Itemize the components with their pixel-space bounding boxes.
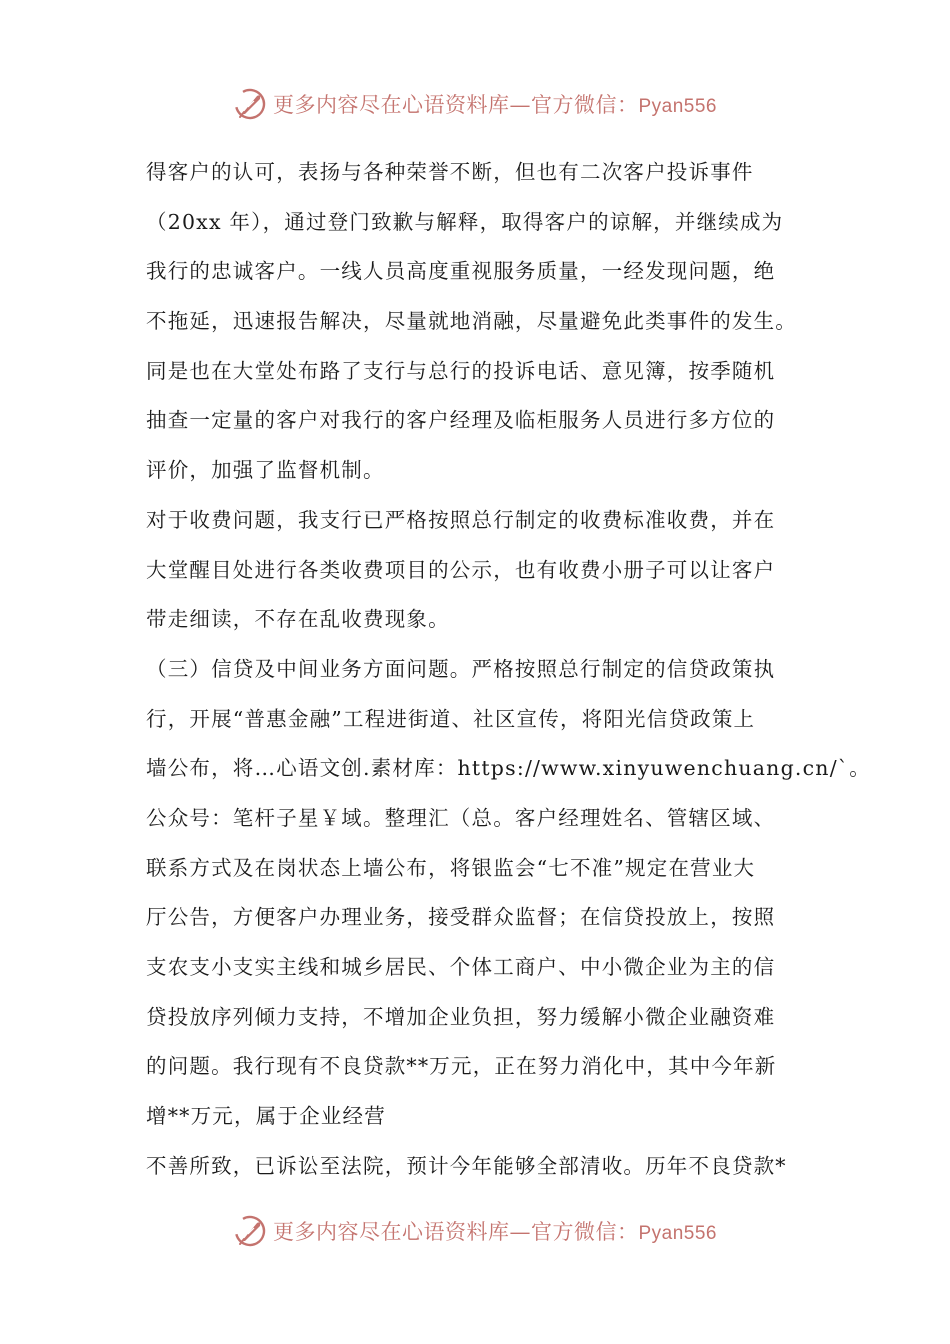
text-line: 对于收费问题，我支行已严格按照总行制定的收费标准收费，并在 <box>146 507 776 532</box>
text-line: 同是也在大堂处布路了支行与总行的投诉电话、意见簿，按季随机 <box>146 358 776 383</box>
pen-feather-logo-icon <box>233 1214 267 1248</box>
text-line: 行，开展“普惠金融”工程进街道、社区宣传，将阳光信贷政策上 <box>146 706 756 731</box>
text-line: 联系方式及在岗状态上墙公布，将银监会“七不准”规定在营业大 <box>146 855 756 880</box>
text-line: 公众号：笔杆子星￥域。整理汇（总。客户经理姓名、管辖区域、 <box>146 805 776 830</box>
header-banner <box>0 84 950 124</box>
text-line: （三）信贷及中间业务方面问题。严格按照总行制定的信贷政策执 <box>146 656 776 681</box>
footer-wechat-id: Pyan556 <box>638 1223 717 1244</box>
text-line: 的问题。我行现有不良贷款**万元，正在努力消化中，其中今年新 <box>146 1054 777 1079</box>
text-line-with-url: 墙公布，将…心语文创.素材库：https://www.xinyuwenchuang.cn/`。 <box>146 756 871 781</box>
footer-banner-text: 更多内容尽在心语资料库—官方微信：Pyan556 <box>272 1220 717 1244</box>
text-line: 增**万元，属于企业经营 <box>146 1104 386 1129</box>
text-line: 抽查一定量的客户对我行的客户经理及临柜服务人员进行多方位的 <box>146 408 776 433</box>
text-line: 支农支小支实主线和城乡居民、个体工商户、中小微企业为主的信 <box>146 955 776 979</box>
text-line: 厅公告，方便客户办理业务，接受群众监督；在信贷投放上，按照 <box>146 905 776 930</box>
footer-banner <box>0 1211 950 1251</box>
document-body <box>146 148 871 1191</box>
text-line: 得客户的认可，表扬与各种荣誉不断，但也有二次客户投诉事件 <box>146 160 754 184</box>
paragraph-3 <box>146 645 871 1142</box>
paragraph-1 <box>146 148 826 496</box>
text-line: 不善所致，已诉讼至法院，预计今年能够全部清收。历年不良贷款* <box>146 1153 787 1178</box>
paragraph-2 <box>146 496 826 645</box>
text-line: 不拖延，迅速报告解决，尽量就地消融，尽量避免此类事件的发生。 <box>146 309 797 334</box>
header-banner-text: 更多内容尽在心语资料库—官方微信：Pyan556 <box>272 93 717 117</box>
text-line: 我行的忠诚客户。一线人员高度重视服务质量，一经发现问题，绝 <box>146 259 776 284</box>
pen-feather-logo-icon <box>233 87 267 121</box>
text-line: 带走细读，不存在乱收费现象。 <box>146 607 450 632</box>
text-line: 大堂醒目处进行各类收费项目的公示，也有收费小册子可以让客户 <box>146 557 776 582</box>
text-line: 贷投放序列倾力支持，不增加企业负担，努力缓解小微企业融资难 <box>146 1004 776 1029</box>
paragraph-4 <box>146 1142 826 1192</box>
header-wechat-id: Pyan556 <box>638 96 717 117</box>
text-line: （20xx 年），通过登门致歉与解释，取得客户的谅解，并继续成为 <box>146 209 784 234</box>
text-line: 评价，加强了监督机制。 <box>146 458 385 483</box>
